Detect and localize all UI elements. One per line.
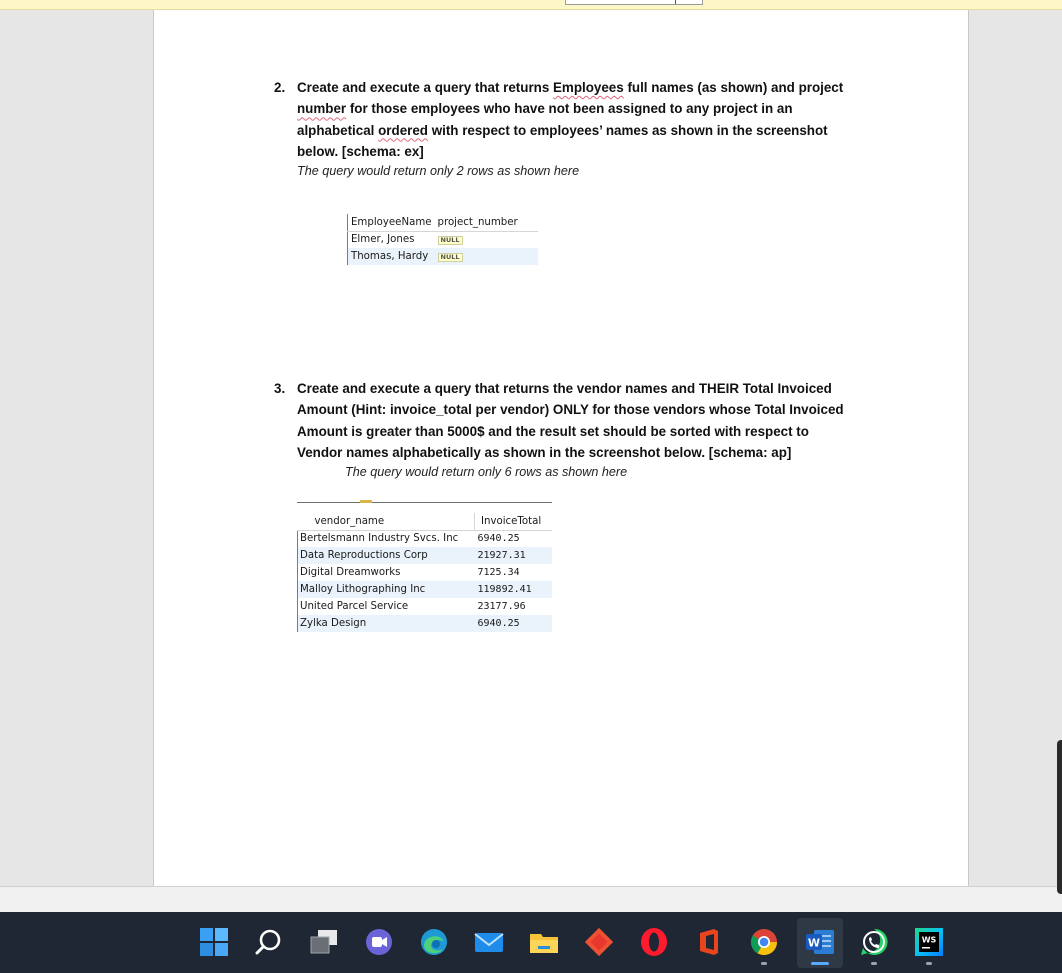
cell-vendor-name[interactable]: Data Reproductions Corp xyxy=(298,547,475,564)
top-strip-tick xyxy=(675,0,676,4)
question-2-line-4: below. [schema: ex] xyxy=(297,143,424,159)
side-panel-edge[interactable] xyxy=(1057,740,1062,894)
word-icon[interactable] xyxy=(805,927,835,957)
cell-invoice-total[interactable]: 7125.34 xyxy=(477,567,520,578)
column-header-employeename[interactable]: EmployeeName xyxy=(348,214,435,231)
top-notification-strip xyxy=(0,0,1062,10)
webstorm-icon[interactable] xyxy=(914,927,944,957)
cell-vendor-name[interactable]: Digital Dreamworks xyxy=(298,564,475,581)
question-3-number: 3. xyxy=(274,381,286,396)
cell-project-number[interactable] xyxy=(435,248,538,265)
cell-invoice-total[interactable]: 119892.41 xyxy=(475,581,552,598)
cell-invoice-total[interactable]: 6940.25 xyxy=(475,615,552,632)
office-icon[interactable] xyxy=(694,927,724,957)
null-badge: NULL xyxy=(438,253,463,262)
question-2-number: 2. xyxy=(274,80,286,95)
cell-employee-name[interactable]: Elmer, Jones xyxy=(348,231,435,248)
result-grid-top-edge xyxy=(297,502,552,503)
word-icon-label: W xyxy=(807,936,821,950)
question-2 xyxy=(274,77,844,162)
table-row[interactable] xyxy=(298,530,552,547)
result-grid-vendors xyxy=(297,513,552,632)
chrome-running-indicator xyxy=(761,962,767,965)
table-row[interactable] xyxy=(298,581,552,598)
cell-employee-name[interactable]: Thomas, Hardy xyxy=(348,248,435,265)
null-badge: NULL xyxy=(438,236,463,245)
question-2-note: The query would return only 2 rows as shown here xyxy=(297,164,580,178)
table-row[interactable] xyxy=(298,547,552,564)
edge-icon[interactable] xyxy=(419,927,449,957)
mail-icon[interactable] xyxy=(474,927,504,957)
question-2-line-3: alphabetical ordered with respect to employees’ names as shown in the screenshot xyxy=(297,122,828,138)
cell-vendor-name[interactable]: United Parcel Service xyxy=(298,598,475,615)
cell-invoice-total[interactable]: 6940.25 xyxy=(477,533,520,545)
file-explorer-icon[interactable] xyxy=(529,927,559,957)
question-3-note: The query would return only 6 rows as shown here xyxy=(345,465,628,479)
windows-start-icon[interactable] xyxy=(199,927,229,957)
cell-vendor-name[interactable]: Bertelsmann Industry Svcs. Inc xyxy=(298,530,475,547)
question-3-line-1: Create and execute a query that returns the vendor names and THEIR Total Invoiced xyxy=(297,381,832,396)
grid-header-row xyxy=(348,214,538,231)
question-2-line-2: number for those employees who have not been assigned to any project in an xyxy=(297,101,793,117)
table-row[interactable] xyxy=(298,564,552,581)
question-3-line-2: Amount (Hint: invoice_total per vendor) ONLY for those vendors whose Total Invoiced xyxy=(297,402,844,418)
cell-invoice-total[interactable]: 21927.31 xyxy=(475,547,552,564)
task-view-icon[interactable] xyxy=(309,927,339,957)
column-header-invoicetotal[interactable]: InvoiceTotal xyxy=(475,513,552,530)
toolbar-fragment xyxy=(360,500,372,503)
word-active-indicator xyxy=(811,962,829,965)
table-row[interactable] xyxy=(298,598,552,615)
top-strip-field[interactable] xyxy=(565,0,703,5)
teams-chat-icon[interactable] xyxy=(364,927,394,957)
whatsapp-running-indicator xyxy=(871,962,877,965)
question-3-line-3: Amount is greater than 5000$ and the result set should be sorted with respect to xyxy=(297,423,809,439)
cell-vendor-name[interactable]: Malloy Lithographing Inc xyxy=(298,581,475,598)
table-row[interactable] xyxy=(348,231,538,248)
grid-header-row xyxy=(298,513,552,530)
webstorm-icon-label: WS xyxy=(921,935,937,945)
opera-icon[interactable] xyxy=(639,927,669,957)
whatsapp-icon[interactable] xyxy=(859,927,889,957)
table-row[interactable] xyxy=(298,615,552,632)
document-page xyxy=(153,10,969,886)
table-row[interactable] xyxy=(348,248,538,265)
column-header-vendor-name[interactable]: vendor_name xyxy=(298,513,475,530)
cell-invoice-total[interactable]: 23177.96 xyxy=(477,601,526,612)
document-status-area xyxy=(0,886,1062,912)
git-icon[interactable] xyxy=(584,927,614,957)
cell-vendor-name[interactable]: Zylka Design xyxy=(298,615,475,632)
column-header-project-number[interactable]: project_number xyxy=(435,214,538,231)
webstorm-running-indicator xyxy=(926,962,932,965)
question-3-line-4: Vendor names alphabetically as shown in the screenshot below. [schema: ap] xyxy=(297,444,792,460)
question-2-line-1: Create and execute a query that returns Employees full names (as shown) and project xyxy=(297,80,844,95)
search-icon[interactable] xyxy=(254,927,284,957)
chrome-icon[interactable] xyxy=(749,927,779,957)
result-grid-employees xyxy=(347,214,538,265)
question-3 xyxy=(274,378,844,463)
cell-project-number[interactable] xyxy=(435,231,538,248)
